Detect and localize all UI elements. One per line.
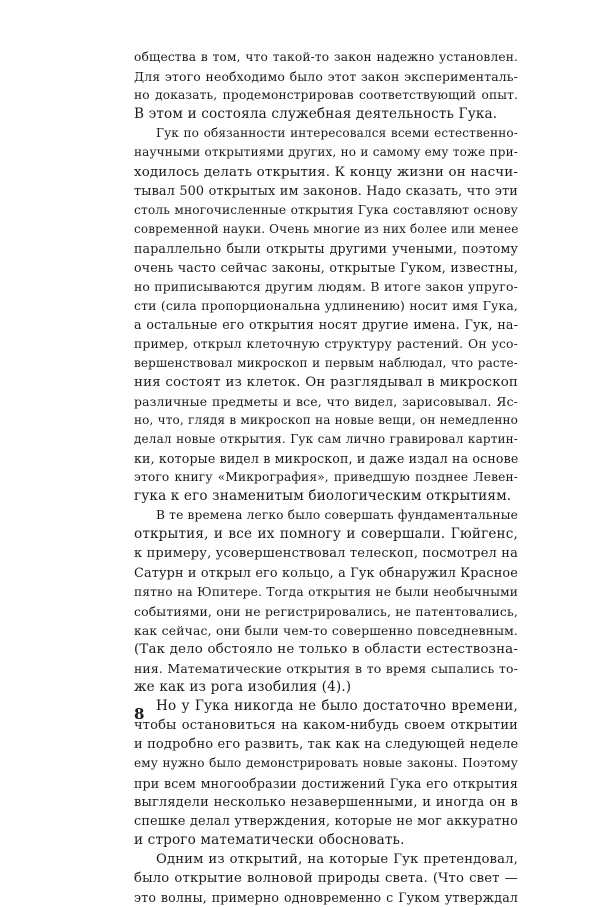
text-line: современной науки. Очень многие из них более или менее [134,221,519,236]
page-number: 8 [134,705,145,723]
text-line: но, что, глядя в микроскоп на новые вещи, он немедленно [134,412,518,427]
text-line: (Так дело обстояло не только в области естествозна- [134,641,518,657]
text-line: ния. Математические открытия в то время сыпались то- [134,661,518,676]
text-line: тывал 500 открытых им законов. Надо сказать, что эти [134,183,518,199]
text-line: пример, открыл клеточную структуру растений. Он усо- [134,336,518,352]
text-line: различные предметы и все, что видел, зарисовывал. Яс- [134,393,518,409]
text-line: параллельно были открыты другими учеными, поэтому [134,240,518,256]
text-line: сти (сила пропорциональна удлинению) носит имя Гука, [134,298,518,314]
text-line: Гук по обязанности интересовался всеми естественно- [156,126,518,141]
text-line: было открытие волновой природы света. (Что свет — [134,871,518,887]
text-line: чтобы остановиться на каком-нибудь своем открытии [134,718,518,734]
text-line: ки, которые видел в микроскоп, и даже издал на основе [134,450,519,466]
text-line: событиями, они не регистрировались, не патентовались, [134,603,518,619]
text-line: это волны, примерно одновременно с Гуком утверждал [134,890,518,906]
text-line: же как из рога изобилия (4).) [134,679,352,696]
text-line: гука к его знаменитым биологическим открытиям. [134,488,512,505]
text-line: и строго математически обосновать. [134,831,405,848]
text-line: но доказать, продемонстрировав соответствующий опыт. [134,88,518,103]
text-line: Сатурн и открыл его кольцо, а Гук обнаружил Красное [134,565,518,581]
text-line: а остальные его открытия носят другие имена. Гук, на- [134,317,518,333]
text-line: Но у Гука никогда не было достаточно времени, [156,698,518,715]
text-line: к примеру, усовершенствовал телескоп, посмотрел на [134,546,518,562]
text-line: столь многочисленные открытия Гука составляют основу [134,202,518,217]
text-line: и подробно его развить, так как на следующей неделе [134,737,519,753]
text-line: выглядели несколько незавершенными, и иногда он в [134,794,518,810]
text-line: В те времена легко было совершать фундаментальные [156,508,518,523]
text-line: этого книгу «Микрография», приведшую позднее Левен- [134,470,518,485]
text-line: как сейчас, они были чем-то совершенно повседневным. [134,622,518,638]
text-line: делал новые открытия. Гук сам лично гравировал картин- [134,431,518,446]
text-line: общества в том, что такой-то закон надежно установлен. [134,50,518,64]
text-line: но приписываются другим людям. В итоге закон упруго- [134,279,518,295]
text-line: ходилось делать открытия. К концу жизни он насчи- [134,164,518,180]
text-line: Одним из открытий, на которые Гук претендовал, [156,851,518,867]
text-line: пятно на Юпитере. Тогда открытия не были необычными [134,584,518,599]
text-line: очень часто сейчас законы, открытые Гуком, известны, [134,260,518,276]
text-line: открытия, и все их помногу и совершали. Гюйгенс, [134,526,518,543]
text-line: научными открытиями других, но и самому ему тоже при- [134,145,518,160]
text-line: при всем многообразии достижений Гука его открытия [134,775,518,791]
text-line: вершенствовал микроскоп и первым наблюдал, что расте- [134,355,518,370]
text-line: ему нужно было демонстрировать новые законы. Поэтому [134,756,518,771]
body-text [134,48,518,907]
text-line: ния состоят из клеток. Он разглядывал в микроскоп [134,374,518,390]
text-line: спешке делал утверждения, которые не мог аккуратно [134,813,518,829]
text-line: В этом и состояла служебная деятельность Гука. [134,106,498,123]
text-line: Для этого необходимо было этот закон эксперименталь- [134,69,518,85]
